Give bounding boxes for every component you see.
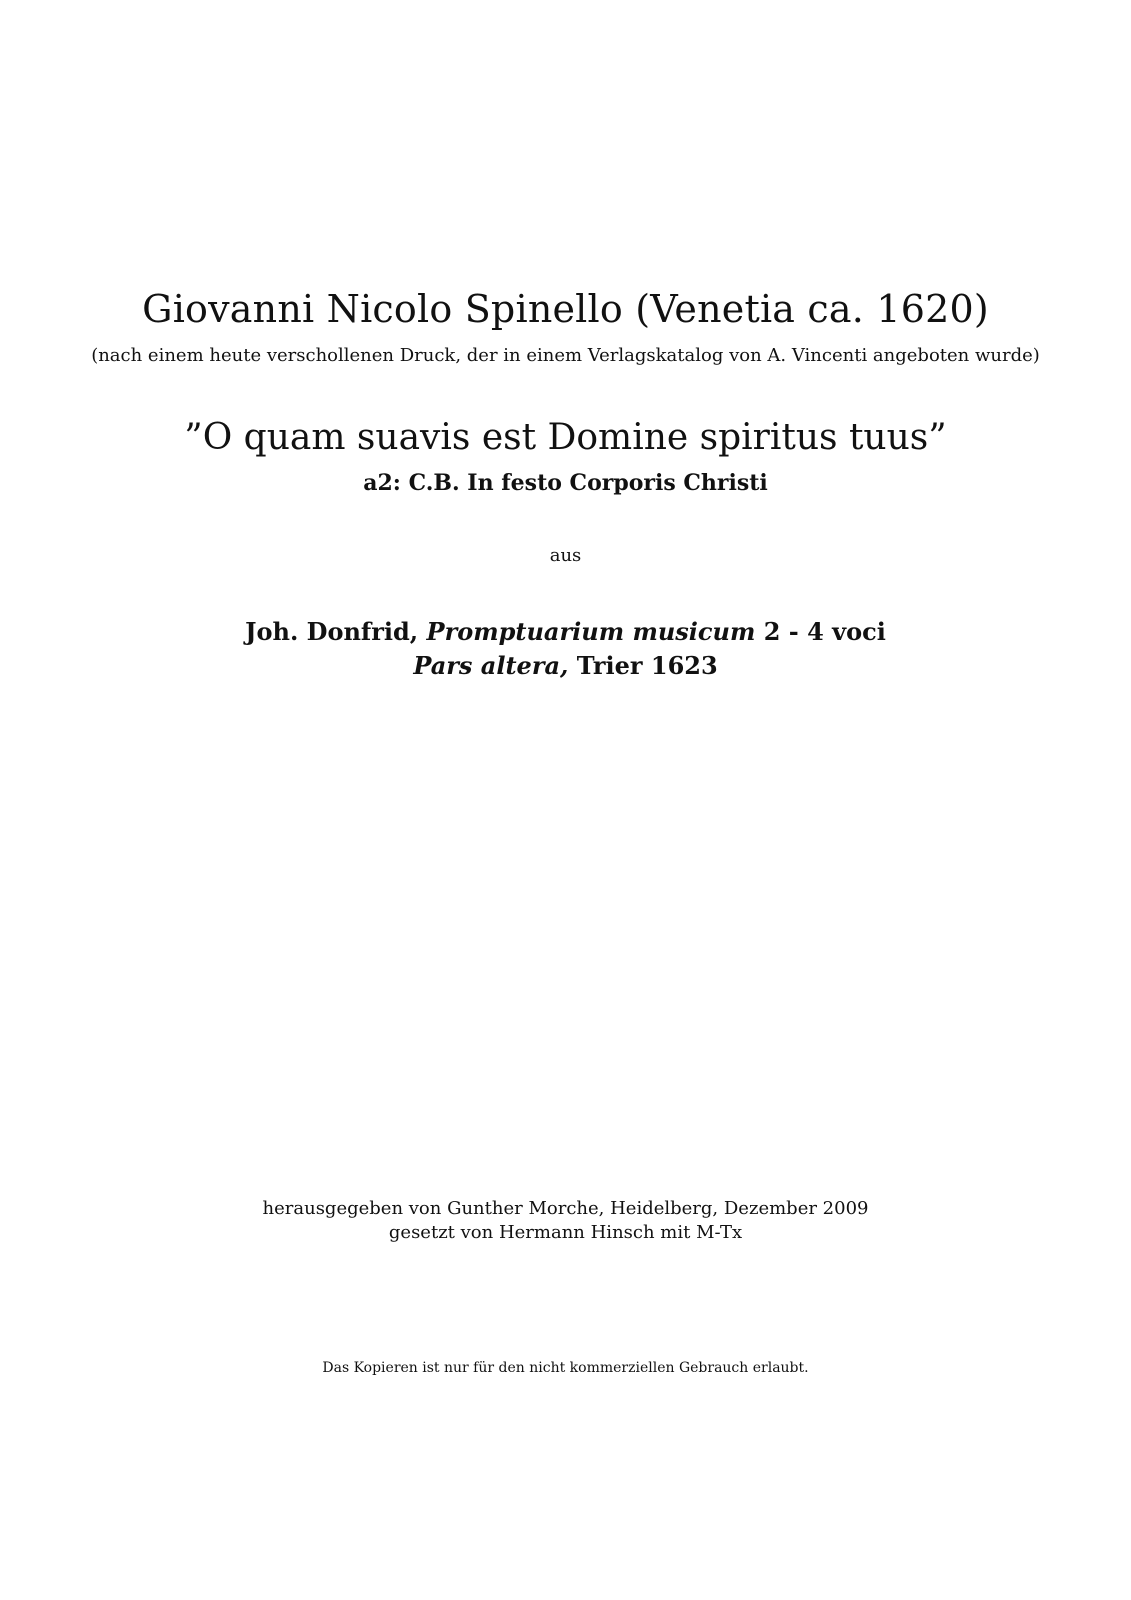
collection-author: Joh. Donfrid, xyxy=(245,617,427,646)
part-place-year: Trier 1623 xyxy=(568,651,718,680)
collection-voices: 2 - 4 voci xyxy=(755,617,886,646)
composer-heading: Giovanni Nicolo Spinello (Venetia ca. 1620) xyxy=(142,287,989,331)
source-note: (nach einem heute verschollenen Druck, der in einem Verlagskatalog von A. Vincenti angeboten wurde) xyxy=(91,345,1040,366)
collection-part-line xyxy=(0,651,1131,680)
collection-line xyxy=(0,617,1131,646)
work-title: ”O quam suavis est Domine spiritus tuus” xyxy=(184,417,947,458)
copyright-note: Das Kopieren ist nur für den nicht kommerziellen Gebrauch erlaubt. xyxy=(322,1360,809,1376)
from-label: aus xyxy=(549,545,582,566)
part-name: Pars altera, xyxy=(413,651,569,680)
collection-title: Promptuarium musicum xyxy=(426,617,756,646)
typesetter-credit: gesetzt von Hermann Hinsch mit M-Tx xyxy=(388,1222,743,1243)
editor-credit: herausgegeben von Gunther Morche, Heidelberg, Dezember 2009 xyxy=(262,1198,869,1219)
work-subtitle: a2: C.B. In festo Corporis Christi xyxy=(363,470,768,496)
